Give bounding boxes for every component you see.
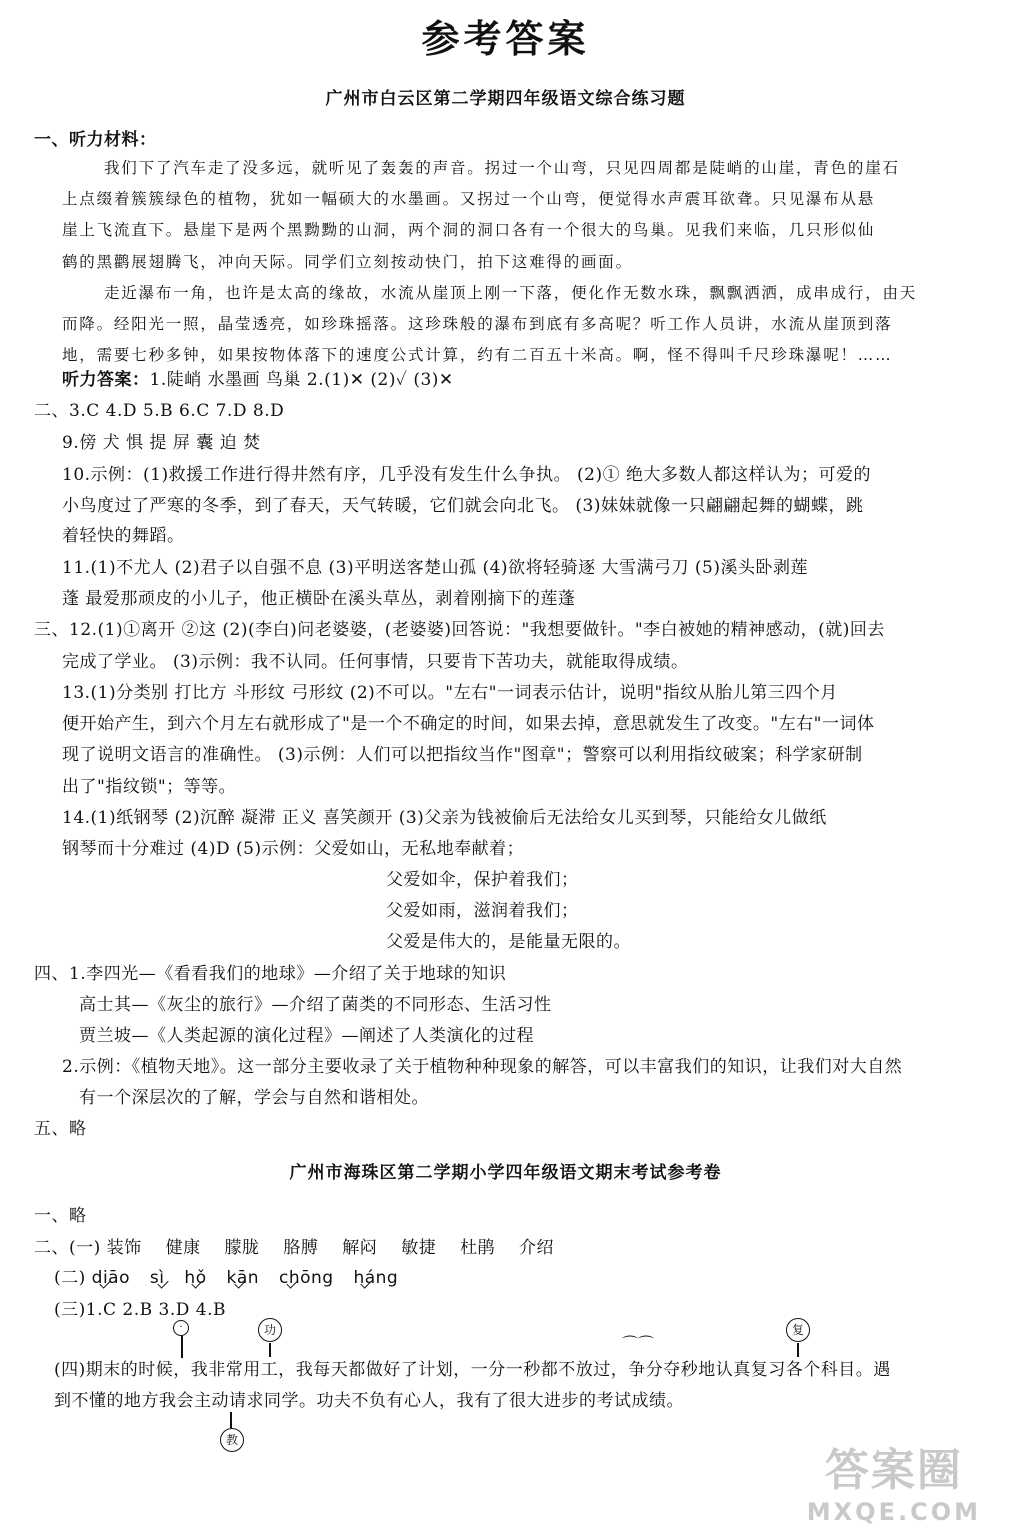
word-item: 杜鹃 xyxy=(460,1238,496,1258)
pinyin-item: chōng xyxy=(278,1268,334,1288)
listening-line: 上点缀着簇簇绿色的植物，犹如一幅硕大的水墨画。又拐过一个山弯，便觉得水声震耳欲聋。只见瀑布从悬 xyxy=(62,190,876,208)
listening-line: 崖上飞流直下。悬崖下是两个黑黝黝的山洞，两个洞的洞口各有一个很大的鸟巢。见我们来临，几只形似仙 xyxy=(62,221,876,239)
answer-line: 11.(1)不尤人 (2)君子以自强不息 (3)平明送客楚山孤 (4)欲将轻骑逐 大雪满弓刀 (5)溪头卧剥莲 xyxy=(62,558,808,578)
correction-line xyxy=(797,1343,799,1357)
answer-line: 9.傍 犬 惧 提 屏 囊 迫 焚 xyxy=(62,433,261,453)
answer-line: 三、12.(1)①离开 ②这 (2)(李白)问老婆婆，(老婆婆)回答说："我想要做针。"李白被她的精神感动，(就)回去 xyxy=(34,620,885,640)
pinyin-item: sì xyxy=(150,1266,165,1290)
s2-q2-1 xyxy=(34,1236,572,1260)
answer-line: 小鸟度过了严寒的冬季，到了春天，天气转暖，它们就会向北飞。 (3)妹妹就像一只翩翩起舞的蝴蝶，跳 xyxy=(62,496,864,516)
correction-line xyxy=(181,1336,183,1358)
answer-line: 完成了学业。 (3)示例：我不认同。任何事情，只要肯下苦功夫，就能取得成绩。 xyxy=(62,652,689,672)
pinyin-item: kān xyxy=(226,1268,260,1288)
answer-line: 着轻快的舞蹈。 xyxy=(62,526,185,546)
answer-line: 父爱如伞，保护着我们； xyxy=(386,870,579,890)
answer-line: 14.(1)纸钢琴 (2)沉醉 凝滞 正义 喜笑颜开 (3)父亲为钱被偷后无法给女儿买到琴，只能给女儿做纸 xyxy=(62,808,827,828)
answer-line: 父爱如雨，滋润着我们； xyxy=(386,901,579,921)
answer-line: 有一个深层次的了解，学会与自然和谐相处。 xyxy=(79,1088,429,1108)
answer-line: 贾兰坡—《人类起源的演化过程》—阐述了人类演化的过程 xyxy=(79,1026,534,1046)
s2-q2-2 xyxy=(54,1266,412,1290)
word-item: 朦胧 xyxy=(224,1238,260,1258)
page-title: 参考答案 xyxy=(421,17,590,61)
correction-mark: 教 xyxy=(220,1428,244,1452)
s2-q2-1-label: 二、(一) xyxy=(34,1238,101,1258)
listening-answer-label: 听力答案： xyxy=(62,370,150,390)
answer-line: 五、略 xyxy=(34,1119,87,1139)
correction-mark: 复 xyxy=(786,1318,810,1342)
answer-line: 高士其—《灰尘的旅行》—介绍了菌类的不同形态、生活习性 xyxy=(79,995,552,1015)
listening-line: 走近瀑布一角，也许是太高的缘故，水流从崖顶上刚一下落，便化作无数水珠，飘飘洒洒，成串成行，由天 xyxy=(104,284,918,302)
answer-line: 13.(1)分类别 打比方 斗形纹 弓形纹 (2)不可以。"左右"一词表示估计，说明"指纹从胎儿第三四个月 xyxy=(62,683,838,703)
word-item: 装饰 xyxy=(106,1238,142,1258)
answer-line: 四、1.李四光—《看看我们的地球》—介绍了关于地球的知识 xyxy=(34,964,507,984)
watermark-logo xyxy=(807,1434,981,1526)
listening-answer xyxy=(62,368,454,392)
answer-line: 二、3.C 4.D 5.B 6.C 7.D 8.D xyxy=(34,401,285,421)
dot-mark-icon: · xyxy=(173,1320,189,1336)
listening-line: 我们下了汽车走了没多远，就听见了轰轰的声音。拐过一个山弯，只见四周都是陡峭的山崖，青色的崖石 xyxy=(104,159,900,177)
answer-line: 出了"指纹锁"；等等。 xyxy=(62,777,237,797)
listening-line: 地，需要七秒多钟，如果按物体落下的速度公式计算，约有二百五十米高。啊，怪不得叫千尺珍珠瀑呢！…… xyxy=(62,346,893,364)
s2-q2-4-line1: (四)期末的时候，我非常用工，我每天都做好了计划，一分一秒都不放过，争分夺秒地认真复习各个科目。遇 xyxy=(54,1360,891,1380)
word-item: 胳膊 xyxy=(283,1238,319,1258)
pinyin-item: diāo xyxy=(91,1268,131,1288)
watermark-title: 答案圈 xyxy=(824,1445,963,1496)
answer-line: 蓬 最爱那顽皮的小儿子，他正横卧在溪头草丛，剥着刚摘下的莲蓬 xyxy=(62,589,576,609)
listening-line: 鹤的黑鹳展翅腾飞，冲向天际。同学们立刻按动快门，拍下这难得的画面。 xyxy=(62,253,633,271)
word-item: 健康 xyxy=(165,1238,201,1258)
answer-line: 钢琴而十分难过 (4)D (5)示例：父爱如山，无私地奉献着； xyxy=(62,839,525,859)
pinyin-item: háng xyxy=(353,1268,399,1288)
correction-line xyxy=(269,1343,271,1357)
listening-heading: 一、听力材料： xyxy=(34,130,157,150)
correction-mark: 功 xyxy=(258,1318,282,1342)
answer-line: 父爱是伟大的，是能量无限的。 xyxy=(386,932,631,952)
s2-q2-2-label: (二) xyxy=(54,1268,86,1288)
word-item: 解闷 xyxy=(342,1238,378,1258)
word-item: 介绍 xyxy=(519,1238,555,1258)
section-1-subtitle: 广州市白云区第二学期四年级语文综合练习题 xyxy=(325,89,686,109)
swap-mark-icon: ⌒⌒ xyxy=(622,1334,655,1353)
answer-line: 现了说明文语言的准确性。 (3)示例：人们可以把指纹当作"图章"；警察可以利用指纹破案；科学家研制 xyxy=(62,745,863,765)
s2-q2-3: (三)1.C 2.B 3.D 4.B xyxy=(54,1300,226,1320)
watermark-url: MXQE.COM xyxy=(806,1498,981,1526)
listening-answer-text: 1.陡峭 水墨画 鸟巢 2.(1)✕ (2)✓ (3)✕ xyxy=(149,370,454,390)
listening-line: 而降。经阳光一照，晶莹透亮，如珍珠摇落。这珍珠般的瀑布到底有多高呢？听工作人员讲，水流从崖顶到落 xyxy=(62,315,893,333)
s2-q2-4-line2: 到不懂的地方我会主动请求同学。功夫不负有心人，我有了很大进步的考试成绩。 xyxy=(54,1391,684,1411)
s2-q1: 一、略 xyxy=(34,1206,87,1226)
word-item: 敏捷 xyxy=(401,1238,437,1258)
correction-line xyxy=(230,1412,232,1428)
answer-line: 10.示例：(1)救援工作进行得井然有序，几乎没有发生什么争执。 (2)① 绝大多数人都这样认为；可爱的 xyxy=(62,465,872,485)
pinyin-item: hǒ xyxy=(184,1268,207,1288)
section-2-subtitle: 广州市海珠区第二学期小学四年级语文期末考试参考卷 xyxy=(289,1163,722,1183)
answer-line: 2.示例：《植物天地》。这一部分主要收录了关于植物种种现象的解答，可以丰富我们的知识，让我们对大自然 xyxy=(62,1057,903,1077)
answer-line: 便开始产生，到六个月左右就形成了"是一个不确定的时间，如果去掉，意思就发生了改变。"左右"一词体 xyxy=(62,714,875,734)
